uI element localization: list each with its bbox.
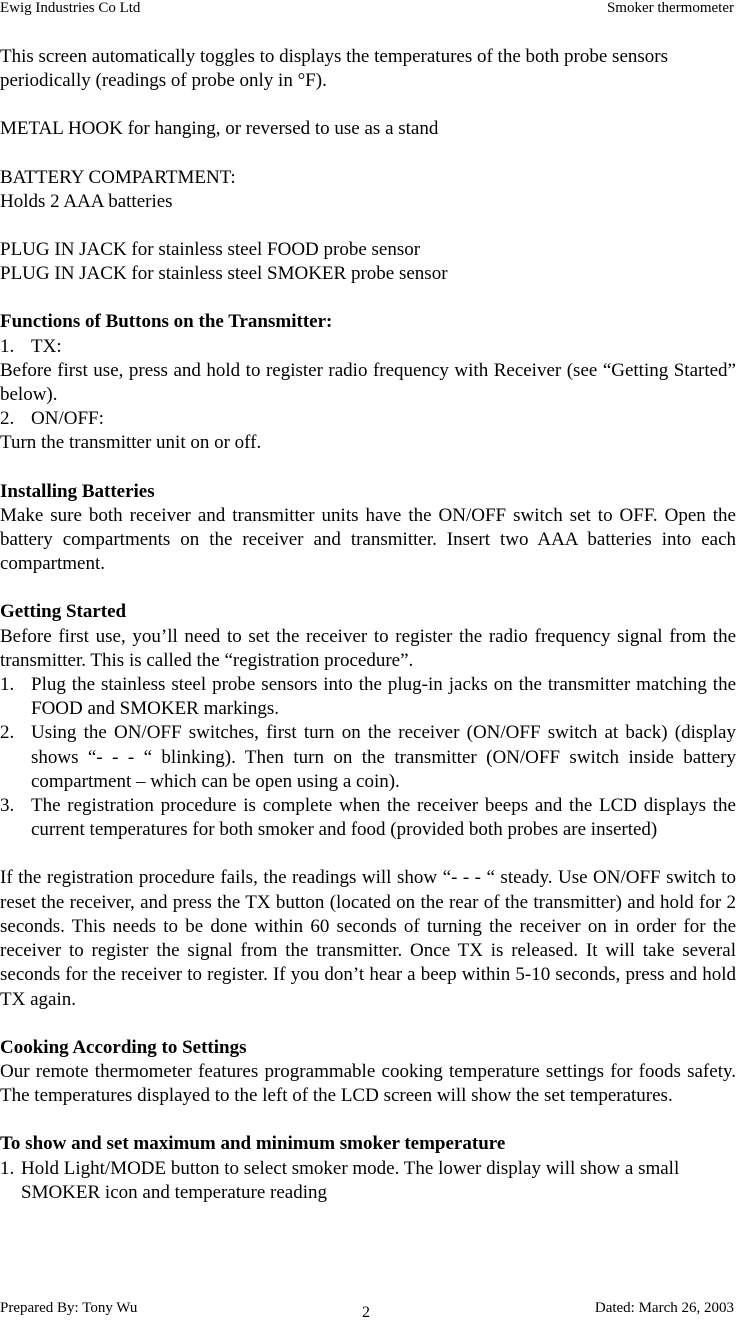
function-number: 1. xyxy=(0,335,15,357)
step-number: 1. xyxy=(0,674,15,696)
header-company: Ewig Industries Co Ltd xyxy=(0,0,141,16)
battery-holds-text: Holds 2 AAA batteries xyxy=(0,190,173,212)
list-item xyxy=(0,1157,736,1205)
document-body xyxy=(0,45,736,1205)
step-number: 3. xyxy=(0,795,15,817)
toggle-paragraph: This screen automatically toggles to displays the temperatures of the both probe sensors periodically (readings of probe only in °F). xyxy=(0,46,668,92)
step-text: The registration procedure is complete when the receiver beeps and the LCD displays the current temperatures for both smoker and food (provided both probes are inserted) xyxy=(31,795,736,841)
battery-compartment-label: BATTERY COMPARTMENT: xyxy=(0,166,236,188)
function-item-onoff xyxy=(0,407,736,431)
metal-hook-text: METAL HOOK for hanging, or reversed to use as a stand xyxy=(0,118,439,140)
page-number: 2 xyxy=(362,1304,370,1321)
footer-prepared-by: Prepared By: Tony Wu xyxy=(0,1300,138,1316)
step-text: Using the ON/OFF switches, first turn on the receiver (ON/OFF switch at back) (display shows “- - - “ blinking). Then turn on the transmitter (ON/OFF switch inside battery compartment – which can be open using a coin). xyxy=(31,722,736,792)
getting-started-intro: Before first use, you’ll need to set the receiver to register the radio frequency signal from the transmitter. This is called the “registration procedure”. xyxy=(0,625,736,671)
function-tx-desc: Before first use, press and hold to register radio frequency with Receiver (see “Getting Started” below). xyxy=(0,359,736,406)
function-item-tx xyxy=(0,335,736,359)
list-item xyxy=(0,721,736,794)
registration-fail-text: If the registration procedure fails, the readings will show “- - - “ steady. Use ON/OFF switch to reset the receiver, and press the TX button (located on the rear of the transmitter) and hold for 2 seconds. This needs to be done within 60 seconds of turning the receiver on in order for the receiver to register the signal from the transmitter. Once TX is released. It will take several seconds for the receiver to register. If you don’t hear a beep within 5-10 seconds, press and hold TX again. xyxy=(0,867,736,1010)
smoker-temp-heading: To show and set maximum and minimum smoker temperature xyxy=(0,1133,506,1155)
function-label: TX: xyxy=(31,335,62,357)
jack-smoker-text: PLUG IN JACK for stainless steel SMOKER probe sensor xyxy=(0,263,448,285)
installing-heading: Installing Batteries xyxy=(0,480,155,502)
cooking-text: Our remote thermometer features programmable cooking temperature settings for foods safety. The temperatures displayed to the left of the LCD screen will show the set temperatures. xyxy=(0,1060,736,1107)
functions-heading: Functions of Buttons on the Transmitter: xyxy=(0,311,333,333)
list-item xyxy=(0,794,736,842)
function-label: ON/OFF: xyxy=(31,408,104,430)
footer-dated: Dated: March 26, 2003 xyxy=(594,1300,734,1316)
installing-text: Make sure both receiver and transmitter units have the ON/OFF switch set to OFF. Open the battery compartments on the receiver and transmitter. Insert two AAA batteries into each compartment. xyxy=(0,504,736,575)
page-footer xyxy=(0,1300,736,1322)
step-number: 2. xyxy=(0,722,15,744)
jack-food-text: PLUG IN JACK for stainless steel FOOD probe sensor xyxy=(0,239,421,261)
header-product: Smoker thermometer xyxy=(606,0,734,16)
step-text: Hold Light/MODE button to select smoker mode. The lower display will show a small SMOKER icon and temperature reading xyxy=(21,1157,680,1203)
cooking-heading: Cooking According to Settings xyxy=(0,1036,247,1058)
page-header xyxy=(0,0,736,22)
function-number: 2. xyxy=(0,408,15,430)
step-text: Plug the stainless steel probe sensors into the plug-in jacks on the transmitter matching the FOOD and SMOKER markings. xyxy=(31,674,736,720)
step-number: 1. xyxy=(0,1157,15,1179)
list-item xyxy=(0,673,736,721)
getting-started-heading: Getting Started xyxy=(0,601,127,623)
function-onoff-desc: Turn the transmitter unit on or off. xyxy=(0,432,262,454)
